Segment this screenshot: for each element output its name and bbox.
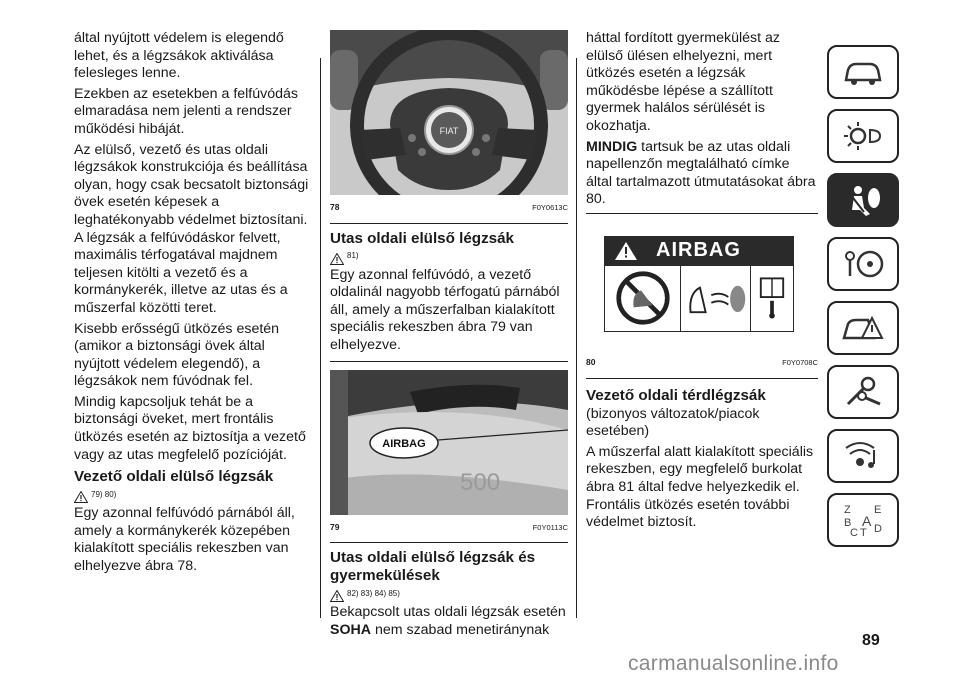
column-divider [576,58,577,618]
airbag-label-pictograms [604,266,794,332]
divider [330,361,568,362]
tab-index[interactable] [827,493,899,547]
svg-text:500: 500 [460,468,501,496]
emphasis: MINDIG [586,138,638,155]
section-heading: Utas oldali elülső légzsák és gyermekülések [330,549,536,585]
divider [586,378,818,379]
figure-caption [330,199,568,217]
airbag-label: AIRBAG [382,437,426,450]
emphasis: SOHA [330,621,371,638]
figure-caption [586,354,818,372]
warning-refs: 81) [347,251,359,260]
paragraph [586,139,818,209]
figure-number: 78 [330,202,340,212]
warning-triangle-icon [614,241,638,261]
section-heading: Utas oldali elülső légzsák [330,229,515,247]
airbag-deploy-icon [683,274,749,322]
paragraph: Egy azonnal felfúvódó, a vezető oldalinál nagyobb térfogatú párnából áll, amely a műszerfalban kialakított speciális rekeszben ábra 79 van elhelyezve. [330,266,560,353]
steering-wheel-illustration [330,30,568,195]
index-letter: T [860,527,867,538]
lights-icon [840,118,886,154]
index-letter: A [862,513,872,529]
warning-refs: 82) 83) 84) 85) [347,588,400,598]
paragraph: Ezekben az esetekben a felfúvódás elmaradása nem jelenti a rendszer működési hibáját. [74,85,299,137]
tools-icon [840,374,886,410]
tab-maintenance[interactable] [827,365,899,419]
airbag-person-icon [840,182,886,218]
figure-79-dashboard-airbag [330,370,568,515]
figure-code: F0Y0613C [532,203,568,212]
column-divider [320,58,321,618]
figure-number: 80 [586,356,596,367]
figure-code: F0Y0708C [782,357,818,367]
divider [586,213,818,214]
page-number: 89 [862,632,880,649]
text-run: Bekapcsolt utas oldali légzsák esetén [330,604,566,621]
paragraph: Mindig kapcsoljuk tehát be a biztonsági öveket, mert frontális ütközés esetén az biztosítja a vezető vagy az utas megfelelő pozícióját. [74,393,306,463]
index-letters-icon [840,502,886,538]
warning-reference [330,586,568,602]
text-run: nem szabad menetiránynak [371,621,550,638]
key-steering-icon [840,246,886,282]
text-run: tartsuk be az utas oldali napellenzőn megtalálható címke által tartalmazott útmutatásokat ábra 80. [586,138,816,208]
paragraph: Kisebb erősségű ütközés esetén (amikor a biztonsági övek által nyújtott védelem elegendő), a légzsákok nem fúvódnak fel. [74,320,280,390]
figure-caption [330,519,568,537]
svg-text:FIAT: FIAT [439,126,459,136]
paragraph [330,604,568,639]
radio-music-icon [840,438,886,474]
warning-reference [330,249,568,265]
figure-80-airbag-label [604,236,794,332]
paragraph: (bizonyos változatok/piacok esetében) [586,405,760,440]
column-middle [330,30,568,642]
car-dashboard-icon [840,54,886,90]
watermark: carmanualsonline.info [628,652,839,675]
paragraph: A műszerfal alatt kialakított speciális rekeszben, egy megfelelő burkolat ábra 81 által fedve helyezkedik el. Frontális ütközés esetén további védelmet biztosít. [586,443,814,531]
tab-lights[interactable] [827,109,899,163]
airbag-deploy-pictogram [681,266,751,331]
figure-78-steering-wheel [330,30,568,195]
warning-triangle-icon [330,590,344,602]
tab-safety[interactable] [827,173,899,227]
paragraph: Az elülső, vezető és utas oldali légzsákok konstrukciója és beállítása olyan, hogy csak becsatolt biztonsági övek esetén képesek a leghatékonyabb védelmet biztosítani. A légzsák a felfúvódáskor felvett, maximális térfogatával majdnem teljesen kitölti a vezető és a kormánykerék, illetve az utas és a műszerfal közötti teret. [74,141,309,316]
divider [330,542,568,543]
index-letter: B [844,517,852,529]
paragraph: háttal fordított gyermekülést az elülső ülésen elhelyezni, mert ütközés esetén a légzsák működésbe lépése a szállított gyermek halálos sérülését is okozhatja. [586,30,780,134]
warning-reference [74,487,312,503]
paragraph: által nyújtott védelem is elegendő lehet, és a légzsákok aktiválása felesleges lenne. [74,30,284,82]
no-rear-facing-seat-icon [615,270,671,326]
warning-triangle-icon [74,491,88,503]
figure-code: F0Y0113C [532,522,568,532]
column-left [74,30,312,579]
section-heading: Vezető oldali térdlégzsák [586,386,766,404]
tab-starting-driving[interactable] [827,237,899,291]
warning-triangle-icon [330,253,344,265]
chapter-tab-bar [827,45,899,557]
warning-car-icon [840,310,886,346]
dashboard-illustration [330,370,568,515]
no-child-seat-pictogram [605,266,681,331]
section-heading: Vezető oldali elülső légzsák [74,468,274,486]
airbag-label-title: AIRBAG [656,239,741,262]
index-letter: D [874,523,882,535]
warning-refs: 79) 80) [91,489,117,499]
figure-number: 79 [330,521,340,532]
divider [330,223,568,224]
index-letter: E [874,504,882,516]
airbag-label-header [604,236,794,266]
index-letter: Z [844,504,851,516]
column-right [586,30,818,535]
tab-multimedia[interactable] [827,429,899,483]
manual-pictogram [751,266,793,331]
tab-emergency[interactable] [827,301,899,355]
index-letter: C [850,527,858,538]
manual-book-icon [758,274,786,322]
tab-dashboard[interactable] [827,45,899,99]
paragraph: Egy azonnal felfúvódó párnából áll, amely a kormánykerék közepében kialakított speciális rekeszben van elhelyezve ábra 78. [74,505,295,575]
